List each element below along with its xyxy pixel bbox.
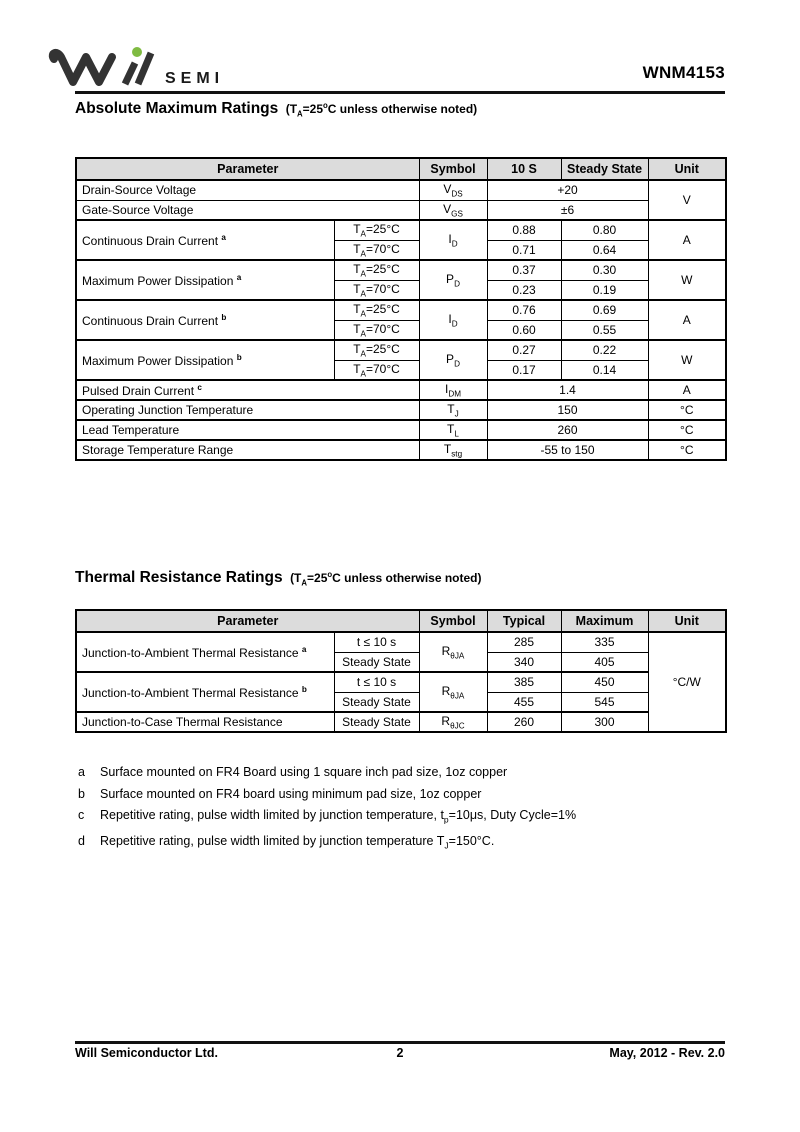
footnote-text: Surface mounted on FR4 Board using 1 square inch pad size, 1oz copper <box>100 765 508 779</box>
table-cell: $T_A=70^\circ C$ <box>334 240 419 260</box>
table-cell: 450 <box>561 672 648 692</box>
table-cell: 340 <box>487 652 561 672</box>
table-cell: 285 <box>487 632 561 652</box>
abs-max-table <box>75 157 727 461</box>
table-cell: V <box>648 180 726 220</box>
table-cell: 545 <box>561 692 648 712</box>
table-cell: 260 <box>487 420 648 440</box>
table-row <box>76 380 726 400</box>
table-cell: Drain-Source Voltage <box>76 180 419 200</box>
table-row <box>76 672 726 692</box>
will-semi-logo <box>45 44 305 92</box>
table-cell: 0.69 <box>561 300 648 320</box>
table-cell: Junction-to-Case Thermal Resistance <box>76 712 334 732</box>
table-cell: $I_D$ <box>419 220 487 260</box>
table-cell: $P_D$ <box>419 340 487 380</box>
col-header-unit: Unit <box>648 158 726 180</box>
table-cell: $T_A=70^\circ C$ <box>334 320 419 340</box>
table-row <box>76 440 726 460</box>
table-cell: $R_{\theta JA}$ <box>419 632 487 672</box>
table-cell: 0.22 <box>561 340 648 360</box>
table-cell: Maximum Power Dissipation $^a$ <box>76 260 334 300</box>
table-row <box>76 200 726 220</box>
table-row <box>76 340 726 360</box>
table-cell: Steady State <box>334 692 419 712</box>
col-header-symbol: Symbol <box>419 610 487 632</box>
table-cell: 0.23 <box>487 280 561 300</box>
table-cell: Maximum Power Dissipation $^b$ <box>76 340 334 380</box>
table-cell: 260 <box>487 712 561 732</box>
table-cell: 0.19 <box>561 280 648 300</box>
table-cell: t ≤ 10 s <box>334 672 419 692</box>
table-cell: A <box>648 380 726 400</box>
footer-page-number: 2 <box>396 1046 404 1060</box>
part-number: WNM4153 <box>642 63 725 82</box>
logo-semi-text: SEMI <box>165 70 225 87</box>
table-cell: $I_{DM}$ <box>419 380 487 400</box>
table-cell: Storage Temperature Range <box>76 440 419 460</box>
footnote-key: c <box>78 808 85 822</box>
table-cell: $T_A=25^\circ C$ <box>334 220 419 240</box>
footnote-text: Repetitive rating, pulse width limited by junction temperature, $t_p=10\mu s$, Duty Cycle=1% <box>100 808 577 825</box>
table-cell: $R_{\theta JA}$ <box>419 672 487 712</box>
footnote-d <box>78 831 576 857</box>
table-cell: $T_A=25^\circ C$ <box>334 260 419 280</box>
thermal-table <box>75 609 727 733</box>
table-cell: $V_{GS}$ <box>419 200 487 220</box>
footnote-a <box>78 762 576 784</box>
table-cell: 385 <box>487 672 561 692</box>
table-cell: $T_A=70^\circ C$ <box>334 360 419 380</box>
table-row <box>76 300 726 320</box>
footnote-key: d <box>78 834 85 848</box>
footnote-c <box>78 805 576 831</box>
col-header-10s: 10 S <box>487 158 561 180</box>
table-cell: 0.64 <box>561 240 648 260</box>
table-cell: Junction-to-Ambient Thermal Resistance $^a$ <box>76 632 334 672</box>
footnote-text: Repetitive rating, pulse width limited by junction temperature $T_J=150^\circ C$. <box>100 834 495 851</box>
table-cell: Pulsed Drain Current $^c$ <box>76 380 419 400</box>
footnote-key: b <box>78 786 85 801</box>
table-cell: $I_D$ <box>419 300 487 340</box>
table-cell: 0.60 <box>487 320 561 340</box>
col-header-maximum: Maximum <box>561 610 648 632</box>
table-cell: 0.17 <box>487 360 561 380</box>
table-row <box>76 180 726 200</box>
table-cell: °C/W <box>648 632 726 732</box>
table-row <box>76 632 726 652</box>
table-cell: $T_L$ <box>419 420 487 440</box>
table-cell: ±6 <box>487 200 648 220</box>
table-cell: $T_{stg}$ <box>419 440 487 460</box>
table-row <box>76 220 726 240</box>
table-cell: 0.14 <box>561 360 648 380</box>
col-header-unit: Unit <box>648 610 726 632</box>
table-cell: Continuous Drain Current $^b$ <box>76 300 334 340</box>
table-cell: $T_A=70^\circ C$ <box>334 280 419 300</box>
logo-green-dot-icon <box>132 47 142 57</box>
table-cell: Continuous Drain Current $^a$ <box>76 220 334 260</box>
table-cell: 455 <box>487 692 561 712</box>
table-cell: Steady State <box>334 712 419 732</box>
table-cell: $T_A=25^\circ C$ <box>334 340 419 360</box>
table-cell: $R_{\theta JC}$ <box>419 712 487 732</box>
footer-rule <box>75 1041 725 1044</box>
table-cell: $T_J$ <box>419 400 487 420</box>
table-row <box>76 400 726 420</box>
table-cell: $P_D$ <box>419 260 487 300</box>
abs-max-section-title <box>75 100 477 118</box>
table-cell: A <box>648 220 726 260</box>
table-cell: 0.37 <box>487 260 561 280</box>
footnote-text: Surface mounted on FR4 board using minimum pad size, 1oz copper <box>100 786 482 801</box>
col-header-parameter: Parameter <box>76 610 419 632</box>
footer-revision: May, 2012 - Rev. 2.0 <box>609 1046 725 1060</box>
col-header-symbol: Symbol <box>419 158 487 180</box>
thermal-title-condition: ($T_A=25^oC$ unless otherwise noted) <box>290 570 482 588</box>
table-cell: $V_{DS}$ <box>419 180 487 200</box>
table-cell: A <box>648 300 726 340</box>
table-cell: 0.30 <box>561 260 648 280</box>
col-header-steady-state: Steady State <box>561 158 648 180</box>
table-header-row <box>76 610 726 632</box>
table-cell: 335 <box>561 632 648 652</box>
table-cell: W <box>648 340 726 380</box>
footnote-list <box>78 762 576 857</box>
table-cell: Steady State <box>334 652 419 672</box>
table-cell: 0.55 <box>561 320 648 340</box>
table-cell: °C <box>648 440 726 460</box>
col-header-parameter: Parameter <box>76 158 419 180</box>
table-cell: 1.4 <box>487 380 648 400</box>
table-cell: Gate-Source Voltage <box>76 200 419 220</box>
footnote-key: a <box>78 765 85 779</box>
table-cell: 150 <box>487 400 648 420</box>
footer-company: Will Semiconductor Ltd. <box>75 1046 218 1060</box>
table-cell: +20 <box>487 180 648 200</box>
table-cell: 300 <box>561 712 648 732</box>
table-cell: t ≤ 10 s <box>334 632 419 652</box>
table-cell: 0.76 <box>487 300 561 320</box>
table-cell: 0.80 <box>561 220 648 240</box>
table-cell: 0.27 <box>487 340 561 360</box>
table-cell: 405 <box>561 652 648 672</box>
thermal-title-text: Thermal Resistance Ratings <box>75 569 283 586</box>
col-header-typical: Typical <box>487 610 561 632</box>
footnote-b <box>78 784 576 806</box>
abs-max-title-text: Absolute Maximum Ratings <box>75 100 279 117</box>
abs-max-title-condition: ($T_A=25^oC$ unless otherwise noted) <box>285 101 478 119</box>
table-cell: 0.88 <box>487 220 561 240</box>
header-rule <box>75 91 725 94</box>
table-cell: Lead Temperature <box>76 420 419 440</box>
table-cell: 0.71 <box>487 240 561 260</box>
table-cell: Junction-to-Ambient Thermal Resistance $^b$ <box>76 672 334 712</box>
table-cell: °C <box>648 400 726 420</box>
table-cell: °C <box>648 420 726 440</box>
table-cell: -55 to 150 <box>487 440 648 460</box>
table-row <box>76 420 726 440</box>
table-row <box>76 712 726 732</box>
table-header-row <box>76 158 726 180</box>
table-cell: Operating Junction Temperature <box>76 400 419 420</box>
table-cell: $T_A=25^\circ C$ <box>334 300 419 320</box>
thermal-section-title <box>75 569 482 587</box>
table-row <box>76 260 726 280</box>
table-cell: W <box>648 260 726 300</box>
logo-mark-icon <box>45 46 230 92</box>
